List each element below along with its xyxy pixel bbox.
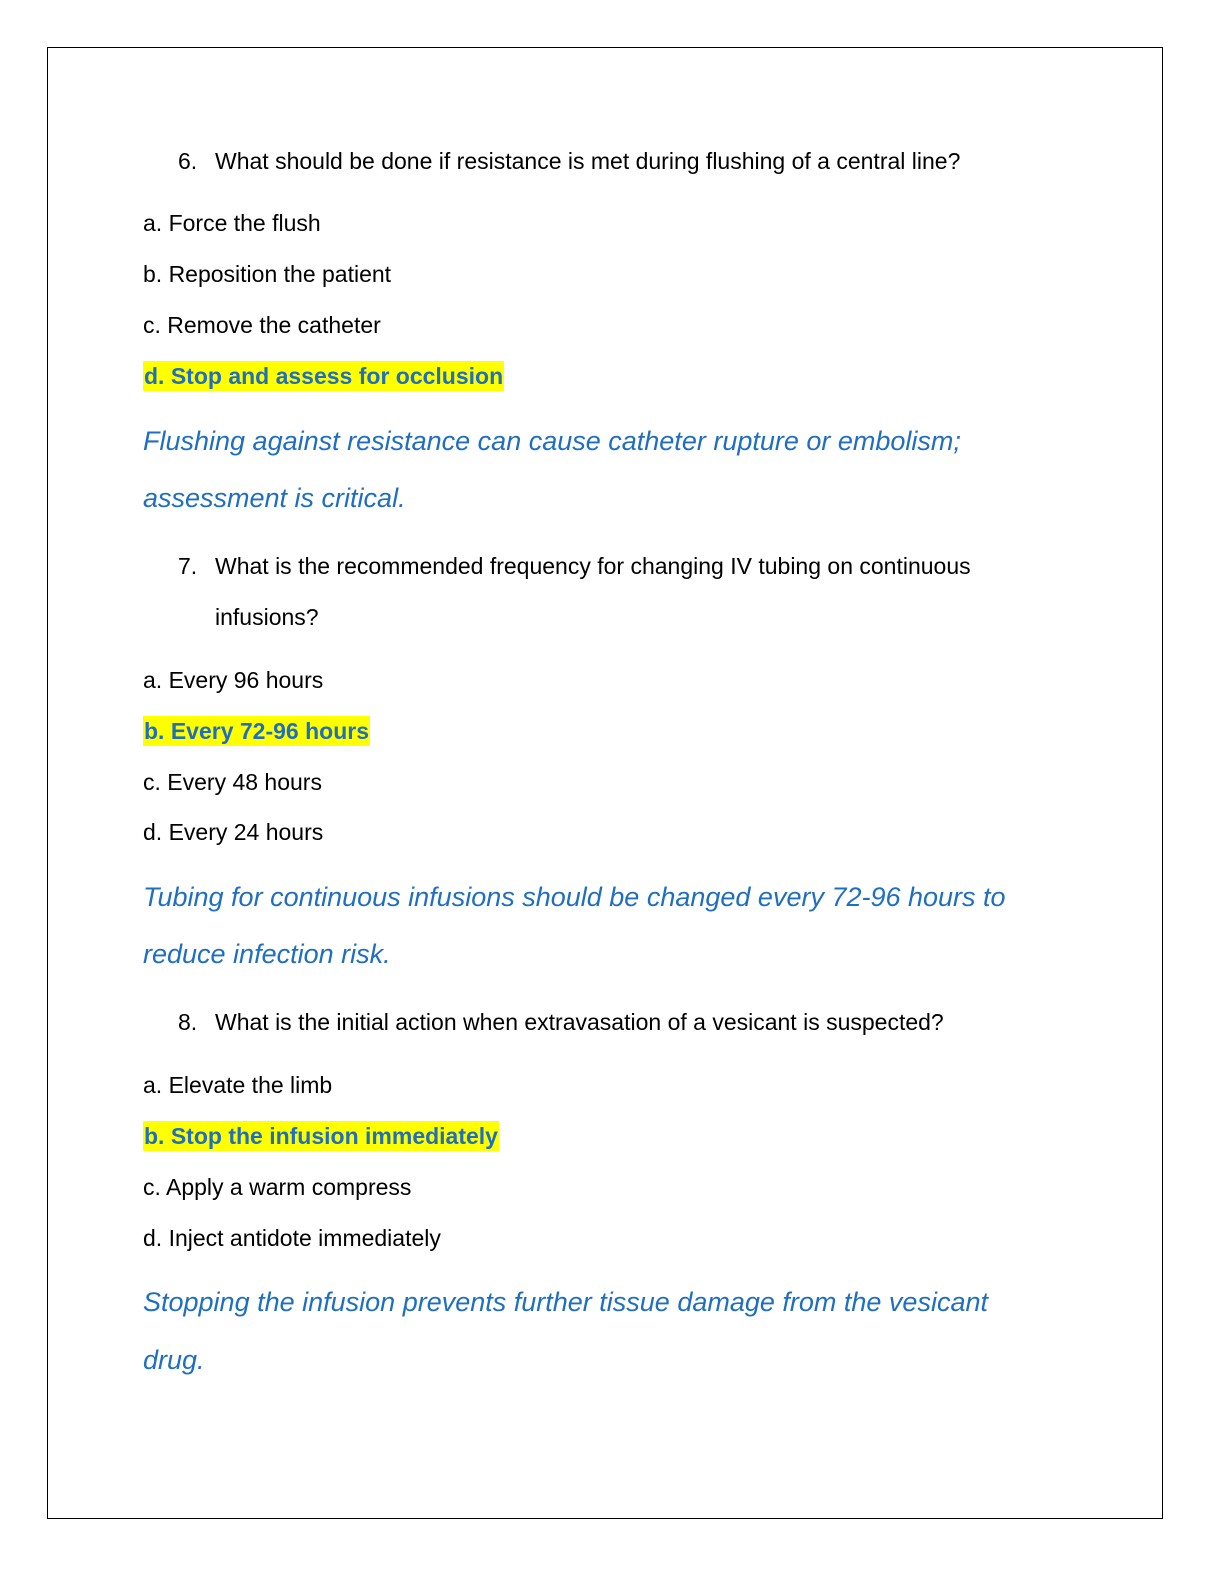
option-b: b. Reposition the patient — [143, 261, 392, 287]
explanation-line: reduce infection risk. — [143, 939, 391, 969]
question-text: What is the recommended frequency for changing IV tubing on continuous — [215, 553, 971, 579]
answer-highlight: b. Stop the infusion immediately — [144, 1123, 498, 1149]
question-number: 6. — [178, 148, 198, 174]
explanation-line: Tubing for continuous infusions should be changed every 72-96 hours to — [143, 882, 1006, 912]
correct-option-b — [143, 1121, 499, 1151]
explanation-line: Stopping the infusion prevents further tissue damage from the vesicant — [143, 1287, 988, 1317]
answer-highlight: d. Stop and assess for occlusion — [144, 363, 504, 389]
option-d: d. Inject antidote immediately — [143, 1225, 441, 1251]
question-text: What is the initial action when extravasation of a vesicant is suspected? — [215, 1009, 944, 1035]
correct-option-d — [143, 361, 504, 391]
question-text: infusions? — [215, 604, 319, 630]
explanation-line: assessment is critical. — [143, 483, 406, 513]
question-number: 8. — [178, 1009, 198, 1035]
option-a: a. Force the flush — [143, 210, 321, 236]
option-c: c. Every 48 hours — [143, 769, 322, 795]
question-text: What should be done if resistance is met during flushing of a central line? — [215, 148, 961, 174]
option-a: a. Every 96 hours — [143, 667, 324, 693]
option-d: d. Every 24 hours — [143, 819, 324, 845]
explanation-line: Flushing against resistance can cause catheter rupture or embolism; — [143, 426, 961, 456]
option-a: a. Elevate the limb — [143, 1072, 333, 1098]
explanation-line: drug. — [143, 1345, 205, 1375]
option-c: c. Apply a warm compress — [143, 1174, 412, 1200]
correct-option-b — [143, 716, 370, 746]
question-number: 7. — [178, 553, 198, 579]
answer-highlight: b. Every 72-96 hours — [144, 718, 369, 744]
option-c: c. Remove the catheter — [143, 312, 381, 338]
